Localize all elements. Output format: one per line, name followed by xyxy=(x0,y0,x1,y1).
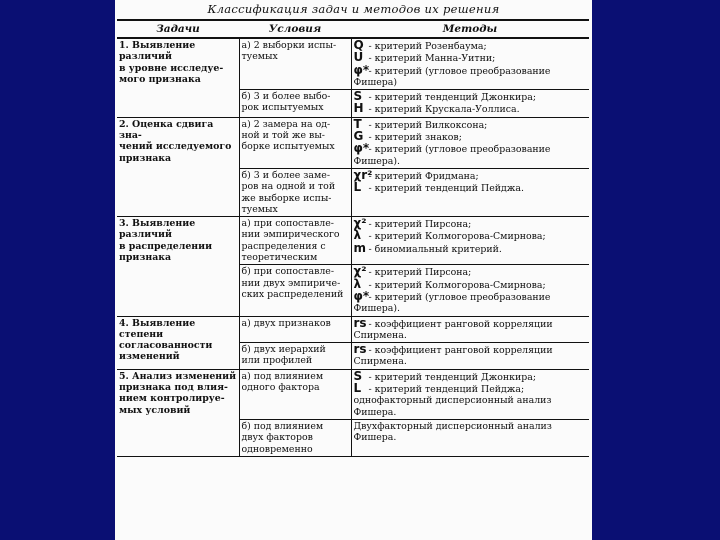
method-symbol: L xyxy=(353,381,362,396)
method-line xyxy=(354,218,589,230)
method-text: - критерий (угловое преобразование Фишера). xyxy=(353,144,551,167)
method-symbol: χ² xyxy=(353,264,367,279)
table-body xyxy=(117,38,589,456)
method-symbol: T xyxy=(353,117,362,131)
method-line xyxy=(354,371,589,383)
method-line xyxy=(354,103,589,115)
condition-cell: б) двух иерархий или профилей xyxy=(239,343,351,370)
method-line xyxy=(354,52,589,64)
method-symbol: rs xyxy=(353,342,367,357)
condition-cell: б) при сопоставле- нии двух эмпириче- ских распределений xyxy=(239,265,351,316)
method-line xyxy=(353,62,589,89)
header-tasks: Задачи xyxy=(117,20,239,38)
method-text: - критерий Вилкоксона; xyxy=(368,119,488,131)
table-row xyxy=(117,117,589,168)
methods-cell xyxy=(351,217,589,265)
method-line xyxy=(354,266,589,278)
method-text: - критерий Пирсона; xyxy=(368,219,472,231)
task-cell: 5. Анализ изменений признака под влия- нием контролируе- мых условий xyxy=(117,369,239,456)
header-row xyxy=(117,20,589,38)
method-line xyxy=(354,182,589,194)
method-symbol: χr² xyxy=(353,168,373,182)
method-symbol: Q xyxy=(353,38,364,52)
method-line xyxy=(353,240,589,255)
method-line xyxy=(354,119,589,131)
method-text: - критерий Манна-Уитни; xyxy=(368,53,496,65)
condition-cell: а) под влиянием одного фактора xyxy=(239,369,351,419)
condition-cell: а) 2 выборки испы- туемых xyxy=(239,38,351,90)
method-text: - критерий знаков; xyxy=(368,132,462,144)
header-conditions: Условия xyxy=(239,20,351,38)
method-symbol: U xyxy=(353,50,364,65)
method-text: - коэффициент ранговой корреляции Спирмена. xyxy=(353,345,553,368)
method-line xyxy=(353,288,589,315)
task-cell: 2. Оценка сдвига зна- чений исследуемого признака xyxy=(117,117,239,216)
method-text: - критерий (угловое преобразование Фишера) xyxy=(353,65,551,88)
condition-cell: а) двух признаков xyxy=(239,316,351,343)
method-text: Двухфакторный дисперсионный анализ Фишера. xyxy=(353,420,552,444)
method-symbol: G xyxy=(353,129,364,144)
table-row xyxy=(117,369,589,419)
methods-cell xyxy=(351,316,589,343)
method-text: - критерий тенденций Джонкира; xyxy=(368,92,537,104)
method-text: - критерий тенденций Пейджа; xyxy=(368,384,525,396)
task-cell: 3. Выявление различий в распределении признака xyxy=(117,217,239,316)
methods-cell xyxy=(351,369,589,419)
table-row xyxy=(117,316,589,343)
methods-cell xyxy=(351,265,589,316)
methods-table xyxy=(117,19,589,457)
methods-cell xyxy=(351,38,589,90)
task-cell: 4. Выявление степени согласованности изменений xyxy=(117,316,239,369)
method-line xyxy=(354,40,589,52)
method-symbol: φ* xyxy=(353,141,370,156)
method-line xyxy=(354,383,589,395)
method-symbol: φ* xyxy=(353,288,370,303)
method-text: - коэффициент ранговой корреляции Спирмена. xyxy=(353,318,553,341)
method-text: однофакторный дисперсионный анализ Фишера. xyxy=(353,395,552,418)
methods-cell xyxy=(351,343,589,370)
condition-cell: б) 3 и более выбо- рок испытуемых xyxy=(239,90,351,118)
method-line xyxy=(354,91,589,103)
method-line xyxy=(354,170,589,182)
method-symbol: χ² xyxy=(353,216,367,231)
method-symbol: S xyxy=(353,369,363,383)
methods-cell xyxy=(351,419,589,456)
method-line xyxy=(354,421,589,444)
task-cell: 1. Выявление различий в уровне исследуе- мого признака xyxy=(117,38,239,117)
method-line xyxy=(354,318,589,342)
method-symbol: L xyxy=(353,180,362,195)
methods-cell xyxy=(351,117,589,168)
method-symbol: m xyxy=(353,240,367,255)
method-text: - критерий Розенбаума; xyxy=(368,41,487,52)
method-text: - критерий (угловое преобразование Фишера). xyxy=(353,291,551,315)
method-symbol: rs xyxy=(353,316,367,330)
method-line xyxy=(354,131,589,143)
methods-cell xyxy=(351,90,589,118)
method-symbol: φ* xyxy=(353,62,370,77)
method-symbol: λ xyxy=(353,276,362,291)
method-text: - критерий Колмогорова-Смирнова; xyxy=(368,231,546,243)
condition-cell: б) под влиянием двух факторов одновременно xyxy=(239,419,351,456)
header-methods: Методы xyxy=(351,20,589,38)
method-line xyxy=(354,344,589,368)
condition-cell: а) 2 замера на од- ной и той же вы- борке испытуемых xyxy=(239,117,351,168)
method-text: - критерий Пирсона; xyxy=(368,267,472,279)
method-line xyxy=(354,230,589,242)
table-row xyxy=(117,38,589,90)
method-text: - критерий тенденций Пейджа. xyxy=(368,183,524,195)
method-text: - критерий Фридмана; xyxy=(368,170,479,182)
page-title: Классификация задач и методов их решения xyxy=(207,2,500,16)
method-symbol: S xyxy=(353,89,363,104)
method-symbol: λ xyxy=(353,228,362,243)
method-line xyxy=(353,276,589,291)
method-text: - критерий Колмогорова-Смирнова; xyxy=(368,279,546,291)
method-text: - критерий тенденций Джонкира; xyxy=(368,371,537,383)
method-text: - биномиальный критерий. xyxy=(368,243,502,255)
document-page xyxy=(115,0,592,540)
table-row xyxy=(117,217,589,265)
method-line xyxy=(354,143,589,167)
condition-cell: а) при сопоставле- нии эмпирического распределения с теоретическим xyxy=(239,217,351,265)
method-text: - критерий Крускала-Уоллиса. xyxy=(368,104,520,116)
methods-cell xyxy=(351,168,589,216)
method-line xyxy=(354,395,589,418)
method-symbol: H xyxy=(353,101,364,116)
condition-cell: б) 3 и более заме- ров на одной и той же выборке испы- туемых xyxy=(239,168,351,216)
